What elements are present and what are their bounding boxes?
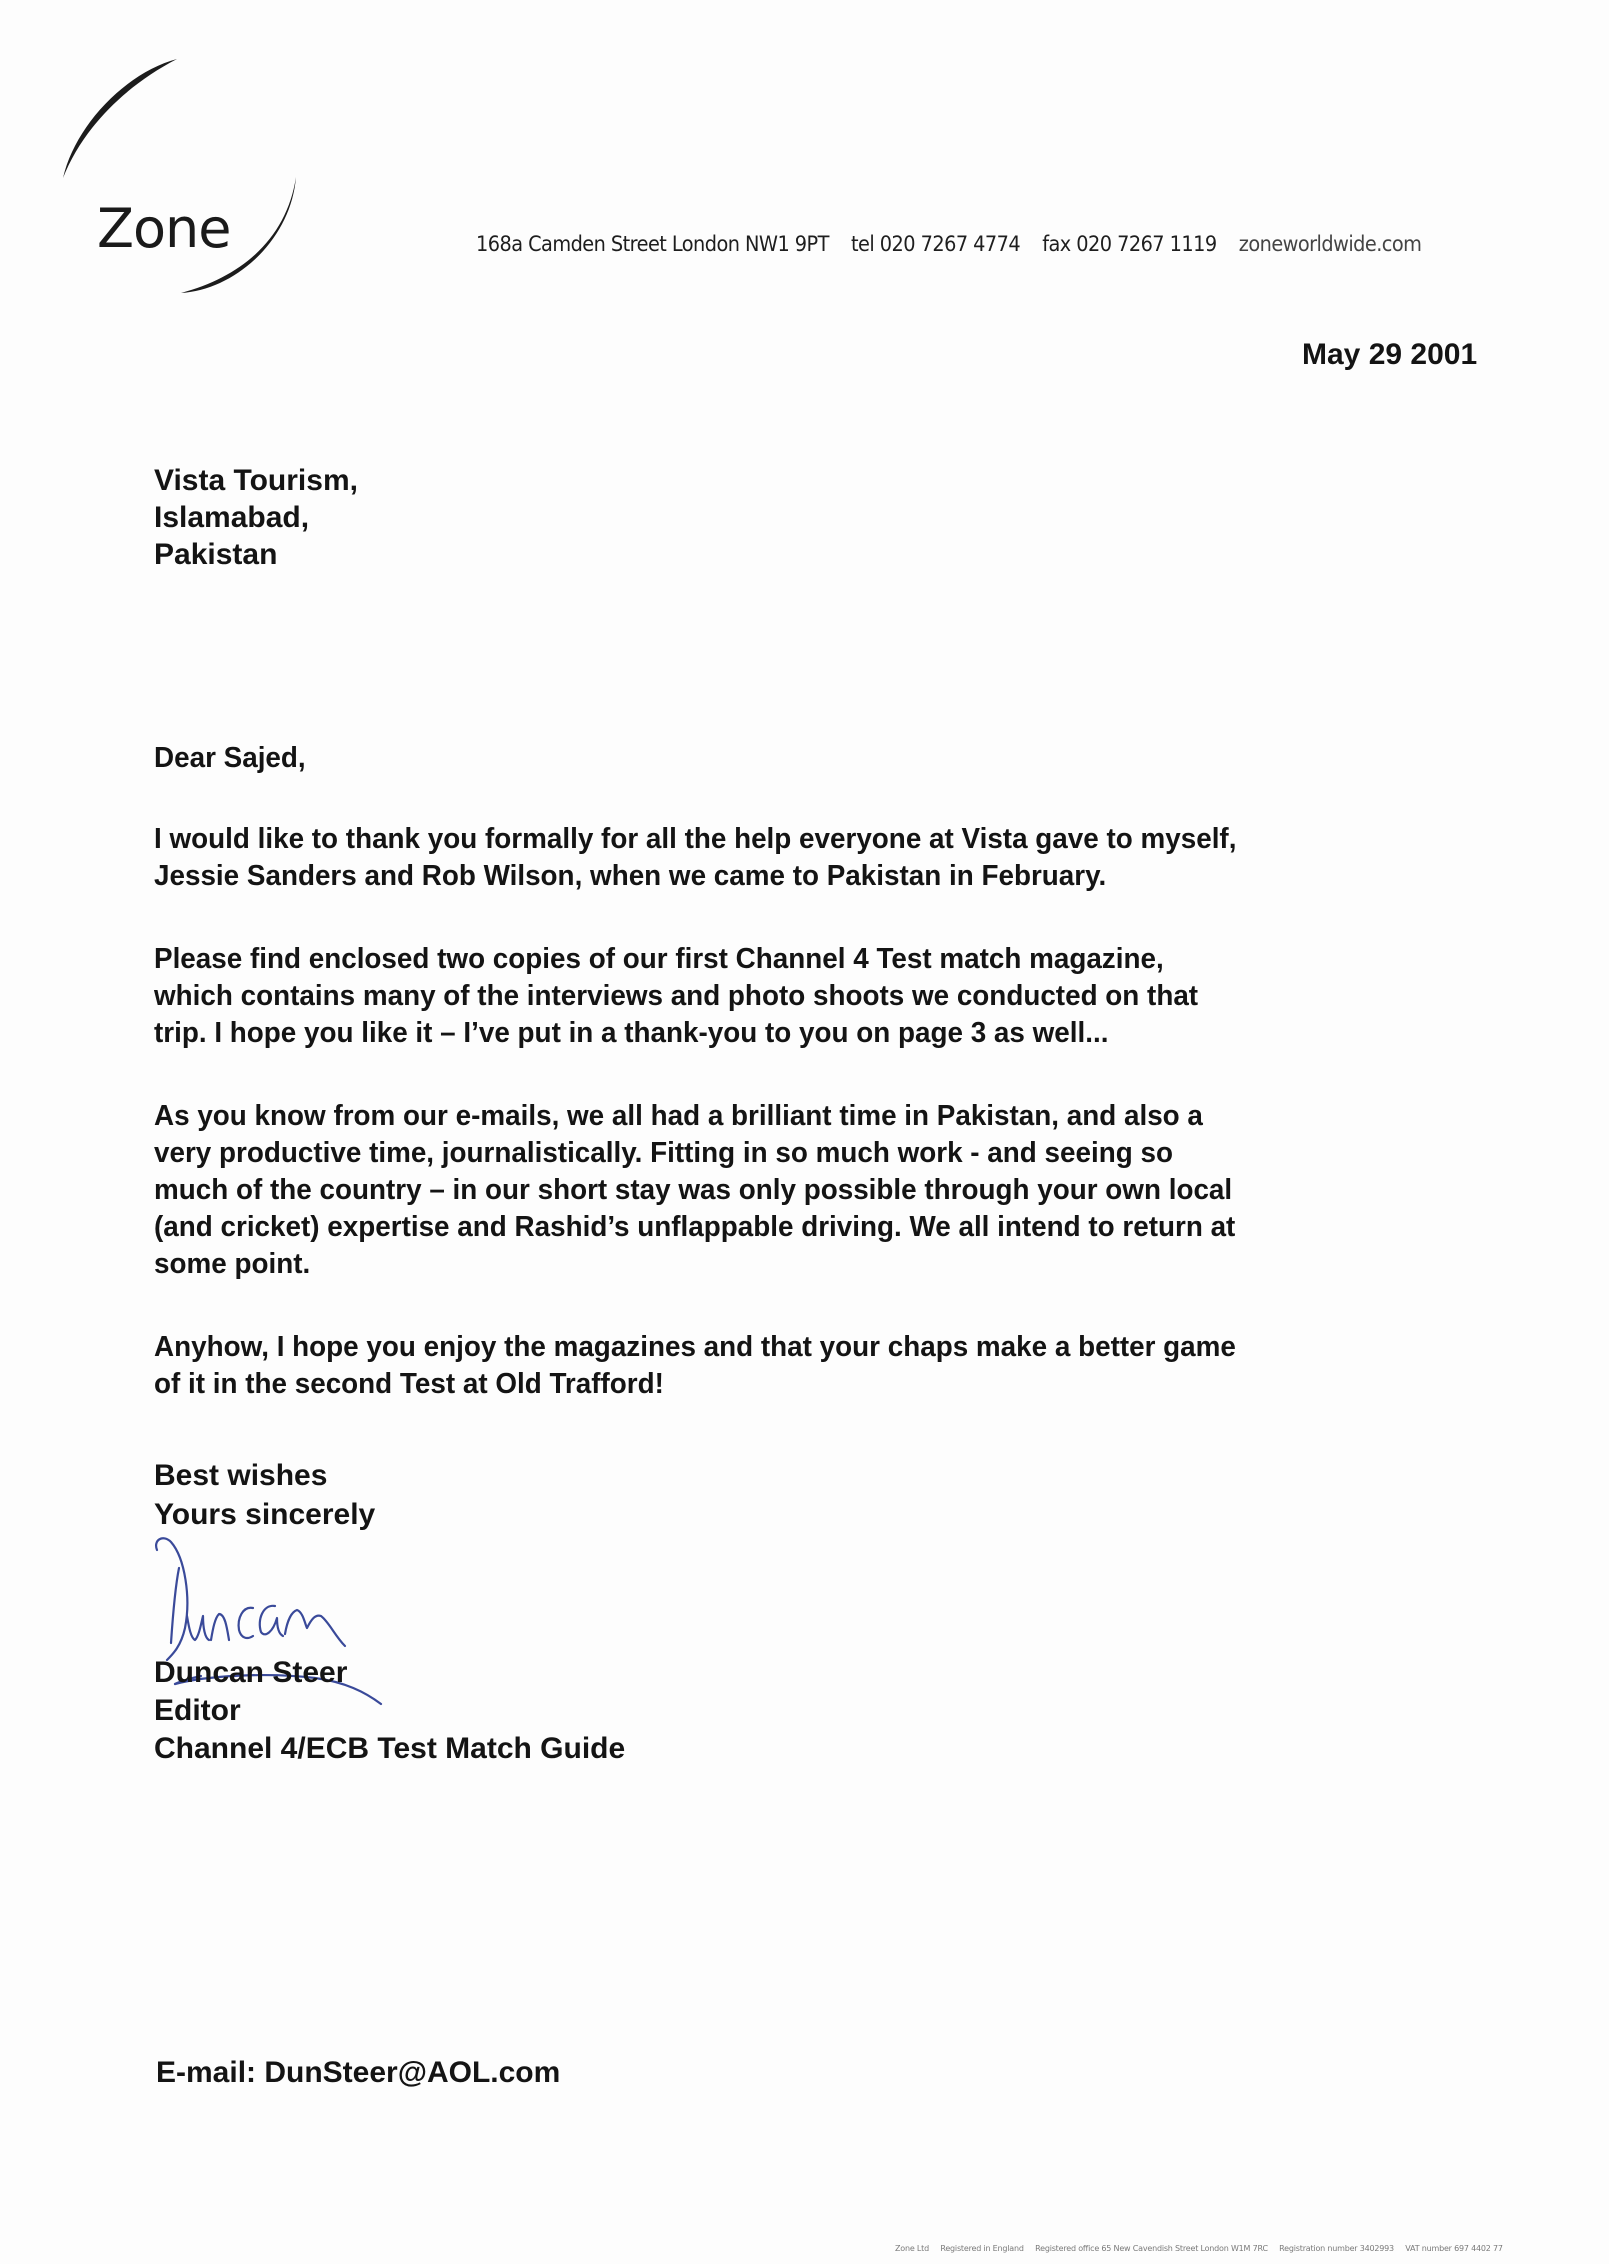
paragraph-line: I would like to thank you formally for all the help everyone at Vista gave to myself, <box>154 823 1237 855</box>
sender-organization: Channel 4/ECB Test Match Guide <box>154 1732 626 1765</box>
footer-vat: VAT number 697 4402 77 <box>1405 2244 1503 2253</box>
paragraph <box>154 1329 1498 1403</box>
paragraph-line: As you know from our e-mails, we all had a brilliant time in Pakistan, and also a <box>154 1100 1203 1132</box>
sender-email: E-mail: DunSteer@AOL.com <box>156 2056 561 2089</box>
footer-office: Registered office 65 New Cavendish Street London W1M 7RC <box>1035 2244 1268 2253</box>
registration-footer <box>895 2244 1512 2253</box>
paragraph-line: some point. <box>154 1248 311 1280</box>
salutation: Dear Sajed, <box>154 742 306 774</box>
paragraph-line: much of the country – in our short stay was only possible through your own local <box>154 1174 1233 1206</box>
closing-best-wishes: Best wishes <box>154 1459 328 1492</box>
footer-company: Zone Ltd <box>895 2244 929 2253</box>
company-logo <box>55 50 315 310</box>
paragraph <box>154 941 1498 1052</box>
sender-block <box>154 1654 625 1768</box>
paragraph <box>154 821 1498 895</box>
company-website: zoneworldwide.com <box>1238 232 1422 256</box>
paragraph-line: Please find enclosed two copies of our first Channel 4 Test match magazine, <box>154 943 1164 975</box>
paragraph-line: (and cricket) expertise and Rashid’s unflappable driving. We all intend to return at <box>154 1211 1236 1243</box>
paragraph-line: Anyhow, I hope you enjoy the magazines and that your chaps make a better game <box>154 1331 1236 1363</box>
recipient-address <box>154 462 358 573</box>
paragraph-line: which contains many of the interviews and photo shoots we conducted on that <box>154 980 1199 1012</box>
footer-registered: Registered in England <box>940 2244 1024 2253</box>
closing-yours-sincerely: Yours sincerely <box>154 1498 376 1531</box>
letter-date: May 29 2001 <box>1302 338 1478 371</box>
logo-wordmark: Zone <box>97 197 231 260</box>
recipient-line: Pakistan <box>154 538 278 571</box>
sender-name: Duncan Steer <box>154 1656 348 1689</box>
paragraph-line: Jessie Sanders and Rob Wilson, when we came to Pakistan in February. <box>154 860 1107 892</box>
recipient-line: Islamabad, <box>154 501 310 534</box>
recipient-line: Vista Tourism, <box>154 464 358 497</box>
paragraph-line: trip. I hope you like it – I’ve put in a thank-you to you on page 3 as well... <box>154 1017 1109 1049</box>
paragraph-line: very productive time, journalistically. Fitting in so much work - and seeing so <box>154 1137 1173 1169</box>
paragraph <box>154 1098 1498 1283</box>
sender-title: Editor <box>154 1694 241 1727</box>
paragraph-line: of it in the second Test at Old Trafford! <box>154 1368 664 1400</box>
letterhead-contact-line <box>476 232 1438 256</box>
letter-body <box>154 740 1554 1449</box>
closing <box>154 1456 375 1534</box>
company-fax: fax 020 7267 1119 <box>1042 232 1217 256</box>
logo-crescent-icon <box>55 50 315 310</box>
footer-registration: Registration number 3402993 <box>1279 2244 1394 2253</box>
company-telephone: tel 020 7267 4774 <box>851 232 1021 256</box>
company-address: 168a Camden Street London NW1 9PT <box>476 232 829 256</box>
